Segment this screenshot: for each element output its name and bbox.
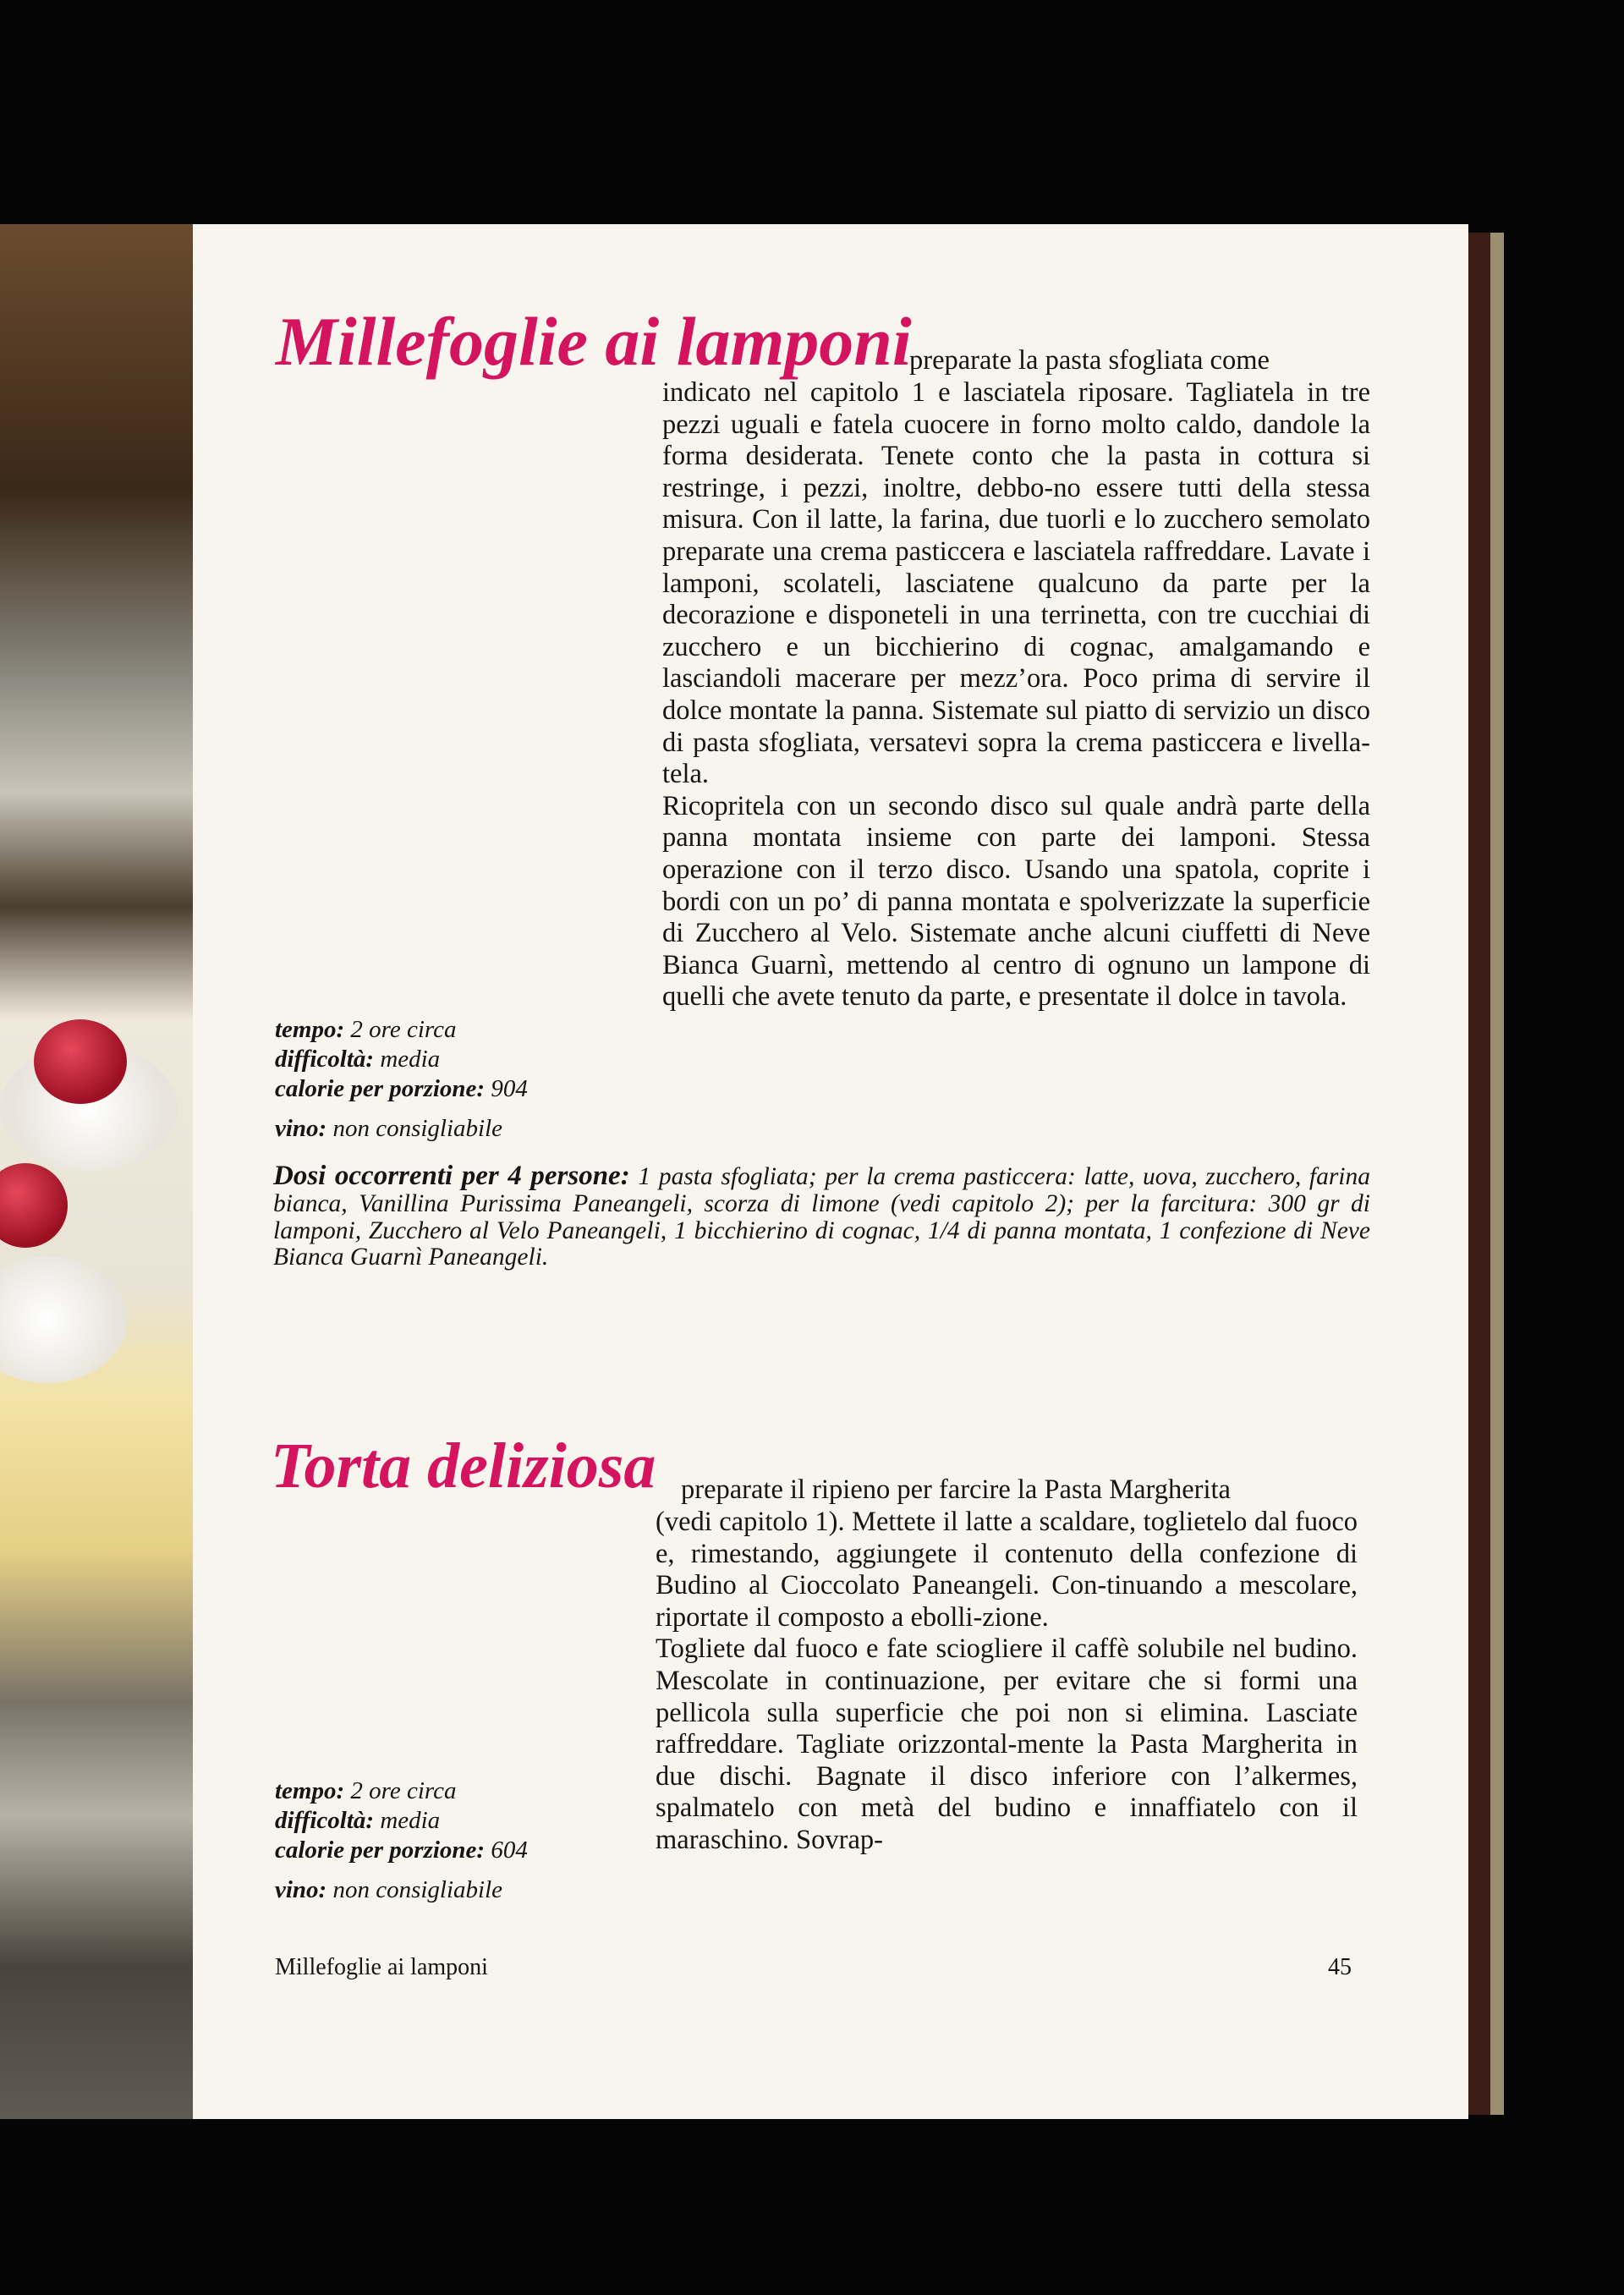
recipe-paragraph: Ricopritela con un secondo disco sul quale andrà parte della panna montata insieme con parte dei lamponi. Stessa operazione con il terzo disco. Usando una spatola, coprite i bordi con un po’ di panna montata e spolverizzate la superficie di Zucchero al Velo. Sistemate anche alcuni ciuffetti di Neve Bianca Guarnì, mettendo al centro di ognuno un lampone di quelli che avete tenuto da parte, e presentate il dolce in tavola. <box>662 790 1370 1013</box>
raspberry <box>34 1019 127 1104</box>
recipe-facts <box>275 1015 528 1144</box>
vino-label: vino: <box>275 1115 327 1142</box>
tempo-value: 2 ore circa <box>350 1016 457 1043</box>
page-edge <box>1468 233 1490 2115</box>
recipe-body <box>656 1507 1358 1857</box>
recipe-intro: preparate la pasta sfogliata come <box>909 345 1270 376</box>
difficolta-label: difficoltà: <box>275 1046 375 1073</box>
recipe-title: Millefoglie ai lamponi <box>276 303 912 380</box>
page-number: 45 <box>1328 1954 1352 1980</box>
calorie-value: 604 <box>491 1837 528 1864</box>
ingredients-label: Dosi occorrenti per 4 persone: <box>273 1161 630 1191</box>
tempo-label: tempo: <box>275 1777 345 1804</box>
recipe-facts <box>275 1776 528 1905</box>
recipe-title: Torta deliziosa <box>271 1430 656 1502</box>
vino-label: vino: <box>275 1876 327 1903</box>
calorie-label: calorie per porzione: <box>275 1075 486 1102</box>
calorie-value: 904 <box>491 1075 528 1102</box>
vino-value: non consigliabile <box>332 1115 503 1142</box>
running-title: Millefoglie ai lamponi <box>275 1954 488 1980</box>
calorie-label: calorie per porzione: <box>275 1837 486 1864</box>
difficolta-value: media <box>380 1807 441 1834</box>
recipe-intro: preparate il ripieno per farcire la Pasta Margherita <box>681 1474 1231 1505</box>
raspberry <box>0 1163 68 1248</box>
cream-dollop <box>0 1256 127 1383</box>
difficolta-label: difficoltà: <box>275 1807 375 1834</box>
recipe-paragraph: (vedi capitolo 1). Mettete il latte a scaldare, toglietelo dal fuoco e, rimestando, aggiungete il contenuto della confezione di Budino al Cioccolato Paneangeli. Con-tinuando a mescolare, riportate il composto a ebolli-zione. <box>656 1507 1358 1633</box>
book-photo <box>0 224 193 2119</box>
recipe-body <box>662 377 1370 1013</box>
recipe-paragraph: indicato nel capitolo 1 e lasciatela riposare. Tagliatela in tre pezzi uguali e fatela cuocere in forno molto caldo, dandole la forma desiderata. Tenete conto che la pasta in cottura si restringe, i pezzi, inoltre, debbo-no essere tutti della stessa misura. Con il latte, la farina, due tuorli e lo zucchero semolato preparate una crema pasticcera e lasciatela raffreddare. Lavate i lamponi, scolateli, lasciatene qualcuno da parte per la decorazione e disponeteli in una terrinetta, con tre cucchiai di zucchero e un bicchierino di cognac, amalgamando e lasciandoli macerare per mezz’ora. Poco prima di servire il dolce montate la panna. Sistemate sul piatto di servizio un disco di pasta sfogliata, versatevi sopra la crema pasticcera e livella-tela. <box>662 377 1370 790</box>
recipe-paragraph: Togliete dal fuoco e fate sciogliere il caffè solubile nel budino. Mescolate in continuazione, per evitare che si formi una pellicola sulla superficie che poi non si elimina. Lasciate raffreddare. Tagliate orizzontal-mente la Pasta Margherita in due dischi. Bagnate il disco inferiore con l’alkermes, spalmatelo con metà del budino e innaffiatelo con il maraschino. Sovrap- <box>656 1633 1358 1855</box>
difficolta-value: media <box>380 1046 441 1073</box>
vino-value: non consigliabile <box>332 1876 503 1903</box>
ingredients-text: 1 pasta sfogliata; per la crema pasticcera: latte, uova, zucchero, farina bianca, Vanillina Purissima Paneangeli, scorza di limone (vedi capitolo 2); per la farcitura: 300 gr di lamponi, Zucchero al Velo Paneangeli, 1 bicchierino di cognac, 1/4 di panna montata, 1 confezione di Neve Bianca Guarnì Paneangeli. <box>273 1163 1370 1271</box>
tempo-label: tempo: <box>275 1016 345 1043</box>
page-edge <box>1490 233 1504 2115</box>
ingredients <box>273 1163 1370 1271</box>
tempo-value: 2 ore circa <box>350 1777 457 1804</box>
